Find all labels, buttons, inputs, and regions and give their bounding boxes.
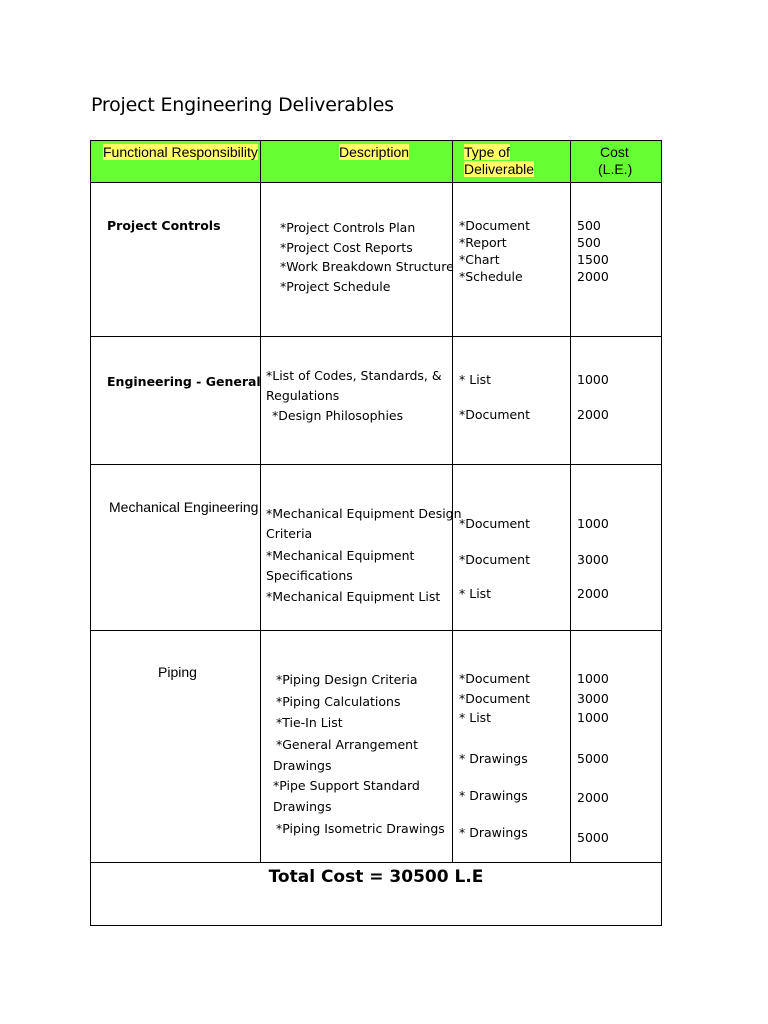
row-divider bbox=[91, 464, 661, 465]
row-description: *Piping Isometric Drawings bbox=[276, 821, 445, 836]
header-type-line1: Type of bbox=[464, 144, 510, 160]
row-description: *General Arrangement bbox=[276, 737, 418, 752]
row-description: *Tie-In List bbox=[276, 715, 343, 730]
row-type: *Document bbox=[459, 218, 531, 233]
row-type: *Schedule bbox=[459, 269, 523, 284]
row-cost: 1000 bbox=[577, 671, 609, 686]
row-description: Regulations bbox=[266, 388, 340, 403]
row-type: *Document bbox=[459, 516, 531, 531]
column-divider bbox=[452, 141, 453, 862]
row-description: *Project Controls Plan bbox=[280, 220, 416, 235]
row-functional-label: Piping bbox=[158, 664, 197, 680]
row-cost: 2000 bbox=[577, 407, 609, 422]
row-cost: 3000 bbox=[577, 691, 609, 706]
row-description: Criteria bbox=[266, 526, 313, 541]
row-cost: 5000 bbox=[577, 751, 609, 766]
row-description: Drawings bbox=[273, 758, 332, 773]
row-cost: 500 bbox=[577, 218, 601, 233]
row-type: * List bbox=[459, 586, 492, 601]
row-divider bbox=[91, 336, 661, 337]
row-type: *Document bbox=[459, 671, 531, 686]
header-type-line2: Deliverable bbox=[464, 161, 535, 177]
row-description: *Mechanical Equipment List bbox=[266, 589, 441, 604]
row-description: *List of Codes, Standards, & bbox=[266, 368, 442, 383]
row-type: *Report bbox=[459, 235, 507, 250]
row-type: * List bbox=[459, 372, 492, 387]
row-divider bbox=[91, 862, 661, 863]
header-functional-responsibility: Functional Responsibility bbox=[103, 144, 258, 160]
row-type: *Document bbox=[459, 407, 531, 422]
row-divider bbox=[91, 182, 661, 183]
column-divider bbox=[570, 141, 571, 862]
page-title: Project Engineering Deliverables bbox=[91, 94, 394, 116]
row-description: *Piping Calculations bbox=[276, 694, 401, 709]
row-cost: 2000 bbox=[577, 586, 609, 601]
row-description: *Project Schedule bbox=[280, 279, 391, 294]
row-divider bbox=[91, 630, 661, 631]
header-cost-line1: Cost bbox=[600, 144, 629, 160]
row-type: * Drawings bbox=[459, 751, 528, 766]
row-cost: 1000 bbox=[577, 372, 609, 387]
row-cost: 500 bbox=[577, 235, 601, 250]
row-description: *Mechanical Equipment bbox=[266, 548, 415, 563]
row-type: *Document bbox=[459, 691, 531, 706]
row-cost: 3000 bbox=[577, 552, 609, 567]
header-cost-line2: (L.E.) bbox=[598, 161, 633, 177]
deliverables-table bbox=[90, 140, 662, 926]
row-description: Specifications bbox=[266, 568, 353, 583]
row-cost: 5000 bbox=[577, 830, 609, 845]
row-description: *Pipe Support Standard bbox=[273, 778, 420, 793]
row-functional-label: Mechanical Engineering bbox=[109, 499, 259, 515]
header-description: Description bbox=[339, 144, 410, 160]
column-divider bbox=[260, 141, 261, 862]
row-type: * List bbox=[459, 710, 492, 725]
total-cost: Total Cost = 30500 L.E bbox=[268, 867, 484, 887]
row-cost: 1500 bbox=[577, 252, 609, 267]
row-cost: 2000 bbox=[577, 790, 609, 805]
row-functional-label: Project Controls bbox=[107, 218, 221, 233]
row-cost: 1000 bbox=[577, 710, 609, 725]
row-type: * Drawings bbox=[459, 825, 528, 840]
row-description: *Design Philosophies bbox=[272, 408, 404, 423]
row-type: * Drawings bbox=[459, 788, 528, 803]
row-functional-label: Engineering - General bbox=[107, 374, 261, 389]
row-description: *Work Breakdown Structure bbox=[280, 259, 454, 274]
row-description: Drawings bbox=[273, 799, 332, 814]
row-cost: 2000 bbox=[577, 269, 609, 284]
row-type: *Document bbox=[459, 552, 531, 567]
row-type: *Chart bbox=[459, 252, 500, 267]
row-description: *Project Cost Reports bbox=[280, 240, 413, 255]
row-cost: 1000 bbox=[577, 516, 609, 531]
row-description: *Piping Design Criteria bbox=[276, 672, 418, 687]
row-description: *Mechanical Equipment Design bbox=[266, 506, 462, 521]
